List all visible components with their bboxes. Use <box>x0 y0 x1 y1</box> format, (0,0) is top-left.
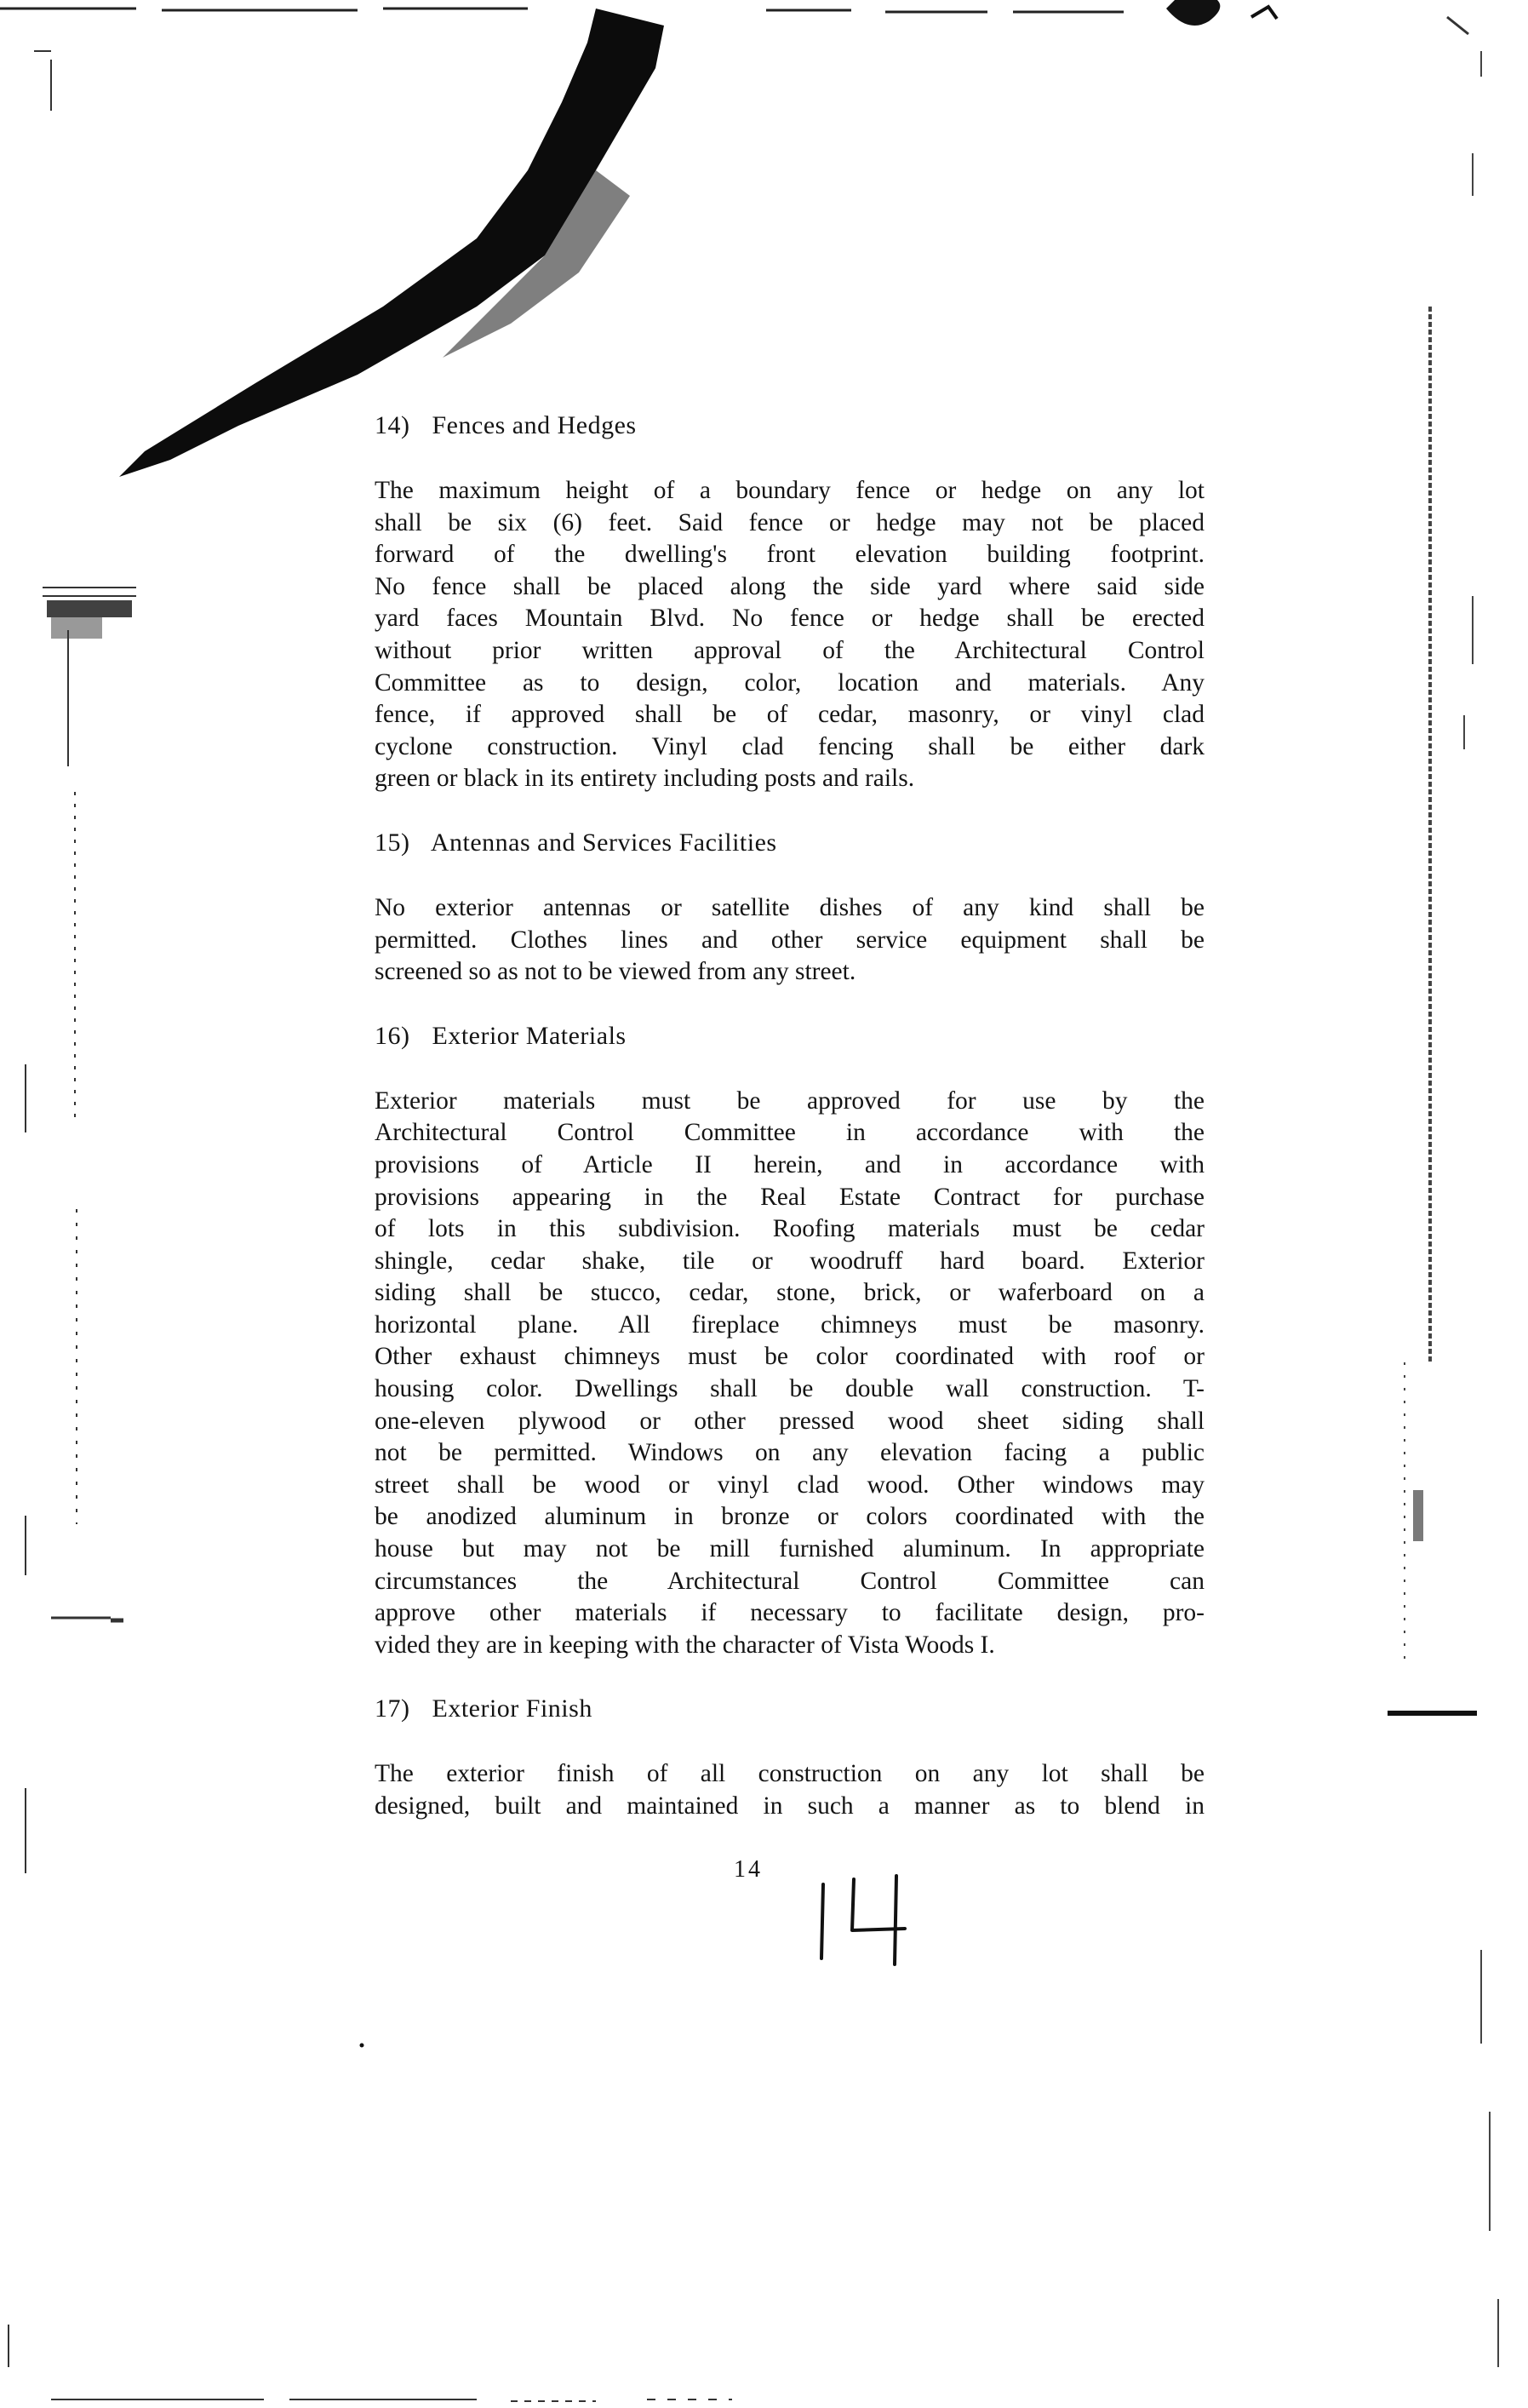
paragraph-line: circumstances the Architectural Control Committee can <box>375 1567 1205 1595</box>
section-fences-and-hedges <box>375 409 1205 795</box>
paragraph-line: shall be six (6) feet. Said fence or hedge may not be placed <box>375 508 1205 536</box>
right-edge-marks <box>1405 51 1498 2367</box>
paragraph-line: be anodized aluminum in bronze or colors coordinated with the <box>375 1503 1205 1531</box>
top-edge-marks <box>0 9 1124 12</box>
section-antennas-and-services <box>375 826 1205 989</box>
paragraph-line: cyclone construction. Vinyl clad fencing shall be either dark <box>375 732 1205 760</box>
section-heading <box>375 1692 1205 1726</box>
paragraph-line: screened so as not to be viewed from any street. <box>375 958 856 986</box>
paragraph-line: Architectural Control Committee in accordance with the <box>375 1119 1205 1147</box>
section-title: Exterior Materials <box>432 1021 627 1050</box>
bottom-edge-marks <box>51 2399 732 2401</box>
section-exterior-materials <box>375 1019 1205 1662</box>
paragraph-line: provisions of Article II herein, and in accordance with <box>375 1150 1205 1178</box>
paragraph-line: house but may not be mill furnished aluminum. In appropriate <box>375 1535 1205 1563</box>
section-heading <box>375 1019 1205 1053</box>
section-number: 16) <box>375 1021 410 1050</box>
section-paragraph <box>375 892 1205 989</box>
section-heading <box>375 826 1205 860</box>
paragraph-line: siding shall be stucco, cedar, stone, brick, or waferboard on a <box>375 1279 1205 1307</box>
paragraph-line: horizontal plane. All fireplace chimneys must be masonry. <box>375 1310 1205 1339</box>
paragraph-line: not be permitted. Windows on any elevation facing a public <box>375 1439 1205 1467</box>
paragraph-line: vided they are in keeping with the character of Vista Woods I. <box>375 1631 995 1659</box>
paragraph-line: Committee as to design, color, location and materials. Any <box>375 668 1205 697</box>
paragraph-line: forward of the dwelling's front elevation building footprint. <box>375 541 1205 569</box>
section-number: 14) <box>375 411 410 439</box>
section-title: Fences and Hedges <box>432 411 637 439</box>
paragraph-line: No exterior antennas or satellite dishes of any kind shall be <box>375 893 1205 921</box>
section-title: Exterior Finish <box>432 1694 592 1723</box>
section-heading <box>375 409 1205 443</box>
section-paragraph <box>375 1086 1205 1662</box>
document-body <box>375 409 1205 1854</box>
paragraph-line: Other exhaust chimneys must be color coordinated with roof or <box>375 1343 1205 1371</box>
left-edge-marks <box>9 51 136 2367</box>
paragraph-line: No fence shall be placed along the side yard where said side <box>375 572 1205 600</box>
handwritten-numeral <box>804 1869 924 1971</box>
paragraph-line: one-eleven plywood or other pressed wood sheet siding shall <box>375 1407 1205 1435</box>
paragraph-line: permitted. Clothes lines and other service equipment shall be <box>375 926 1205 954</box>
paragraph-line: designed, built and maintained in such a manner as to blend in <box>375 1792 1205 1820</box>
paragraph-line: The maximum height of a boundary fence or hedge on any lot <box>375 477 1205 504</box>
paragraph-line: street shall be wood or vinyl clad wood. Other windows may <box>375 1471 1205 1499</box>
page-number: 14 <box>734 1856 763 1883</box>
section-number: 15) <box>375 828 410 857</box>
paragraph-line: approve other materials if necessary to facilitate design, pro- <box>375 1599 1205 1627</box>
paragraph-line: of lots in this subdivision. Roofing materials must be cedar <box>375 1215 1205 1243</box>
section-paragraph <box>375 1758 1205 1822</box>
section-paragraph <box>375 475 1205 795</box>
paragraph-line: Exterior materials must be approved for use by the <box>375 1086 1205 1115</box>
paragraph-line: shingle, cedar shake, tile or woodruff hard board. Exterior <box>375 1247 1205 1275</box>
paragraph-line: The exterior finish of all construction on any lot shall be <box>375 1760 1205 1788</box>
top-blob-mark <box>1166 0 1220 26</box>
section-title: Antennas and Services Facilities <box>430 828 777 857</box>
section-exterior-finish <box>375 1692 1205 1822</box>
paragraph-line: provisions appearing in the Real Estate Contract for purchase <box>375 1183 1205 1211</box>
paragraph-line: green or black in its entirety including posts and rails. <box>375 765 915 793</box>
paragraph-line: housing color. Dwellings shall be double wall construction. T- <box>375 1375 1205 1403</box>
paragraph-line: without prior written approval of the Architectural Control <box>375 636 1205 664</box>
paragraph-line: yard faces Mountain Blvd. No fence or hedge shall be erected <box>375 605 1205 633</box>
paragraph-line: fence, if approved shall be of cedar, masonry, or vinyl clad <box>375 701 1205 729</box>
section-number: 17) <box>375 1694 410 1723</box>
